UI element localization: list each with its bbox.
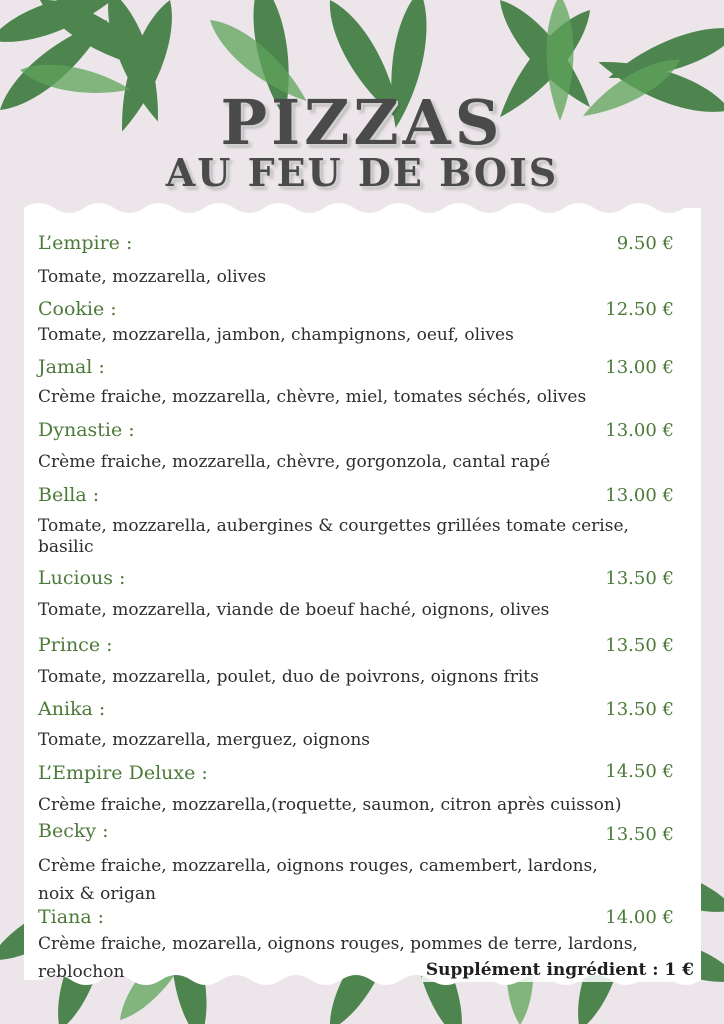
pizza-name: Dynastie : xyxy=(38,419,135,441)
pizza-name: L’Empire Deluxe : xyxy=(38,762,208,784)
pizza-description: Crème fraiche, mozzarella, oignons rouges, camembert, lardons, noix & origan xyxy=(38,856,598,904)
pizza-description: Tomate, mozzarella, olives xyxy=(38,267,267,287)
pizza-price: 13.00 € xyxy=(605,357,674,378)
pizza-description: Crème fraiche, mozzarella, chèvre, miel, tomates séchés, olives xyxy=(38,387,587,407)
pizza-name: Tiana : xyxy=(38,906,105,928)
pizza-price: 9.50 € xyxy=(616,233,674,254)
pizza-price: 13.50 € xyxy=(605,568,674,589)
pizza-price: 12.50 € xyxy=(605,299,674,320)
pizza-description: Crème fraiche, mozarella, oignons rouges, pommes de terre, lardons, reblochon xyxy=(38,934,638,982)
pizza-description: Tomate, mozzarella, merguez, oignons xyxy=(38,730,370,750)
pizza-name: Lucious : xyxy=(38,567,126,589)
pizza-price: 13.00 € xyxy=(605,420,674,441)
pizza-price: 14.50 € xyxy=(605,761,674,782)
pizza-name: Becky : xyxy=(38,820,109,842)
pizza-description: Tomate, mozzarella, poulet, duo de poivrons, oignons frits xyxy=(38,667,539,687)
pizza-name: Cookie : xyxy=(38,298,117,320)
pizza-description: Tomate, mozzarella, jambon, champignons, oeuf, olives xyxy=(38,325,514,345)
page-subtitle: AU FEU DE BOIS xyxy=(165,150,559,195)
pizza-description: Crème fraiche, mozzarella, chèvre, gorgonzola, cantal rapé xyxy=(38,452,551,472)
pizza-price: 13.50 € xyxy=(605,824,674,845)
pizza-price: 13.50 € xyxy=(605,699,674,720)
supplement-note: Supplément ingrédient : 1 € xyxy=(422,958,698,982)
pizza-description: Crème fraiche, mozzarella,(roquette, saumon, citron après cuisson) xyxy=(38,795,622,815)
pizza-name: Bella : xyxy=(38,484,100,506)
pizza-price: 13.00 € xyxy=(605,485,674,506)
pizza-price: 13.50 € xyxy=(605,635,674,656)
pizza-price: 14.00 € xyxy=(605,907,674,928)
pizza-description: Tomate, mozzarella, viande de boeuf haché, oignons, olives xyxy=(38,600,550,620)
pizza-name: Prince : xyxy=(38,634,113,656)
pizza-description: Tomate, mozzarella, aubergines & courgettes grillées tomate cerise, basilic xyxy=(38,516,629,557)
pizza-name: Anika : xyxy=(38,698,106,720)
pizza-name: L’empire : xyxy=(38,232,133,254)
pizza-name: Jamal : xyxy=(38,356,105,378)
page-title: PIZZAS xyxy=(220,86,504,159)
